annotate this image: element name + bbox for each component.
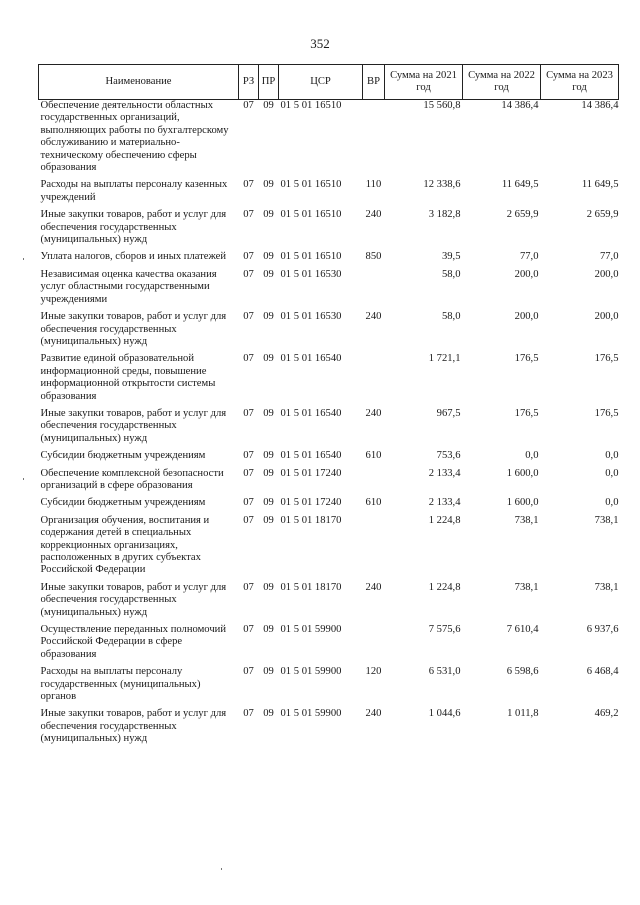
cell-sum-2022: 0,0 xyxy=(525,450,539,462)
cell-vr xyxy=(363,264,385,306)
table-header-row xyxy=(39,65,619,100)
cell-sum-2021: 1 224,8 xyxy=(428,514,461,526)
table-row xyxy=(39,264,619,306)
cell-sum-2023: 2 659,9 xyxy=(586,209,619,221)
cell-sum-2022: 77,0 xyxy=(519,251,539,263)
cell-sum-2023: 0,0 xyxy=(605,450,619,462)
table-row xyxy=(39,510,619,577)
cell-rz: 07 xyxy=(243,666,254,678)
cell-csr: 01 5 01 16540 xyxy=(280,353,342,365)
cell-pr: 09 xyxy=(263,209,274,221)
cell-name: Расходы на выплаты персоналу государственных (муниципальных) органов xyxy=(40,666,201,703)
header-pr: ПР xyxy=(259,65,279,100)
cell-name: Обеспечение деятельности областных государственных организаций, выполняющих работы по бухгалтерскому обслуживанию и материально-техническому обеспечению сферы образования xyxy=(40,100,229,174)
budget-table xyxy=(38,64,619,746)
cell-pr: 09 xyxy=(263,666,274,678)
cell-pr: 09 xyxy=(263,179,274,191)
cell-vr: 120 xyxy=(365,666,382,678)
cell-sum-2021: 15 560,8 xyxy=(423,100,461,111)
header-sum-2022: Сумма на 2022 год xyxy=(463,65,541,100)
table-row xyxy=(39,619,619,661)
cell-vr xyxy=(363,619,385,661)
scan-mark xyxy=(23,258,24,260)
cell-rz: 07 xyxy=(243,209,254,221)
header-rz: РЗ xyxy=(239,65,259,100)
cell-sum-2023: 0,0 xyxy=(605,497,619,509)
cell-pr: 09 xyxy=(263,311,274,323)
cell-sum-2021: 753,6 xyxy=(436,450,461,462)
table-row xyxy=(39,703,619,745)
cell-sum-2022: 738,1 xyxy=(514,514,539,526)
cell-vr: 240 xyxy=(365,209,382,221)
cell-sum-2023: 176,5 xyxy=(594,353,619,365)
cell-csr: 01 5 01 16530 xyxy=(280,311,342,323)
cell-rz: 07 xyxy=(243,179,254,191)
cell-sum-2023: 77,0 xyxy=(599,251,619,263)
cell-vr xyxy=(363,510,385,577)
cell-sum-2021: 1 721,1 xyxy=(428,353,461,365)
cell-vr: 240 xyxy=(365,708,382,720)
cell-sum-2022: 1 600,0 xyxy=(506,467,539,479)
cell-name: Субсидии бюджетным учреждениям xyxy=(40,450,206,462)
cell-rz: 07 xyxy=(243,497,254,509)
scan-mark xyxy=(221,868,222,870)
cell-sum-2021: 2 133,4 xyxy=(428,467,461,479)
cell-pr: 09 xyxy=(263,353,274,365)
header-sum-2021: Сумма на 2021 год xyxy=(385,65,463,100)
cell-name: Субсидии бюджетным учреждениям xyxy=(40,497,206,509)
cell-pr: 09 xyxy=(263,251,274,263)
header-sum-2023: Сумма на 2023 год xyxy=(541,65,619,100)
cell-sum-2021: 39,5 xyxy=(441,251,461,263)
cell-vr: 240 xyxy=(365,581,382,593)
cell-sum-2022: 11 649,5 xyxy=(501,179,539,191)
cell-csr: 01 5 01 16540 xyxy=(280,450,342,462)
table-row xyxy=(39,661,619,703)
cell-pr: 09 xyxy=(263,450,274,462)
cell-sum-2022: 1 011,8 xyxy=(507,708,539,720)
cell-csr: 01 5 01 16530 xyxy=(280,268,342,280)
cell-csr: 01 5 01 18170 xyxy=(280,581,342,593)
cell-name: Независимая оценка качества оказания услуг областными государственными учреждениями xyxy=(40,268,217,305)
cell-sum-2023: 738,1 xyxy=(594,581,619,593)
cell-sum-2022: 176,5 xyxy=(514,407,539,419)
cell-sum-2023: 6 937,6 xyxy=(586,624,619,636)
cell-sum-2023: 200,0 xyxy=(594,268,619,280)
cell-sum-2022: 6 598,6 xyxy=(506,666,539,678)
cell-sum-2021: 967,5 xyxy=(436,407,461,419)
cell-sum-2022: 738,1 xyxy=(514,581,539,593)
table-row xyxy=(39,445,619,462)
cell-rz: 07 xyxy=(243,624,254,636)
cell-sum-2022: 7 610,4 xyxy=(506,624,539,636)
cell-rz: 07 xyxy=(243,251,254,263)
table-row xyxy=(39,463,619,493)
cell-sum-2021: 1 044,6 xyxy=(428,708,461,720)
cell-name: Иные закупки товаров, работ и услуг для обеспечения государственных (муниципальных) нужд xyxy=(40,209,227,246)
cell-rz: 07 xyxy=(243,514,254,526)
cell-sum-2021: 3 182,8 xyxy=(428,209,461,221)
cell-csr: 01 5 01 59900 xyxy=(280,666,342,678)
cell-pr: 09 xyxy=(263,624,274,636)
cell-sum-2023: 738,1 xyxy=(594,514,619,526)
cell-csr: 01 5 01 16510 xyxy=(280,209,342,221)
cell-sum-2023: 200,0 xyxy=(594,311,619,323)
cell-csr: 01 5 01 18170 xyxy=(280,514,342,526)
table-row xyxy=(39,348,619,403)
cell-csr: 01 5 01 17240 xyxy=(280,467,342,479)
cell-sum-2022: 176,5 xyxy=(514,353,539,365)
page-number: 352 xyxy=(310,36,330,51)
cell-csr: 01 5 01 59900 xyxy=(280,624,342,636)
cell-vr: 240 xyxy=(365,311,382,323)
cell-csr: 01 5 01 16510 xyxy=(280,100,342,111)
cell-csr: 01 5 01 59900 xyxy=(280,708,342,720)
cell-rz: 07 xyxy=(243,708,254,720)
cell-csr: 01 5 01 16510 xyxy=(280,251,342,263)
cell-sum-2023: 14 386,4 xyxy=(581,100,619,111)
cell-rz: 07 xyxy=(243,581,254,593)
cell-name: Иные закупки товаров, работ и услуг для обеспечения государственных (муниципальных) нужд xyxy=(40,581,227,618)
header-vr: ВР xyxy=(363,65,385,100)
cell-sum-2023: 0,0 xyxy=(605,467,619,479)
cell-rz: 07 xyxy=(243,311,254,323)
cell-vr: 110 xyxy=(365,179,382,191)
table-row xyxy=(39,204,619,246)
cell-vr xyxy=(363,348,385,403)
cell-rz: 07 xyxy=(243,467,254,479)
scan-mark xyxy=(23,478,24,480)
cell-name: Расходы на выплаты персоналу казенных учреждений xyxy=(40,179,228,203)
table-row xyxy=(39,100,619,175)
cell-rz: 07 xyxy=(243,353,254,365)
cell-rz: 07 xyxy=(243,450,254,462)
cell-name: Уплата налогов, сборов и иных платежей xyxy=(40,251,227,263)
cell-sum-2022: 2 659,9 xyxy=(506,209,539,221)
cell-pr: 09 xyxy=(263,514,274,526)
cell-pr: 09 xyxy=(263,407,274,419)
cell-rz: 07 xyxy=(243,407,254,419)
cell-sum-2022: 200,0 xyxy=(514,268,539,280)
cell-sum-2023: 6 468,4 xyxy=(586,666,619,678)
cell-sum-2023: 176,5 xyxy=(594,407,619,419)
cell-sum-2021: 2 133,4 xyxy=(428,497,461,509)
table-row xyxy=(39,577,619,619)
table-row xyxy=(39,174,619,204)
cell-name: Развитие единой образовательной информационной среды, повышение информационной открытости системы образования xyxy=(40,353,216,402)
cell-pr: 09 xyxy=(263,708,274,720)
cell-csr: 01 5 01 17240 xyxy=(280,497,342,509)
cell-sum-2022: 200,0 xyxy=(514,311,539,323)
cell-vr xyxy=(363,100,385,175)
cell-pr: 09 xyxy=(263,467,274,479)
cell-sum-2021: 7 575,6 xyxy=(428,624,461,636)
cell-pr: 09 xyxy=(263,581,274,593)
cell-vr xyxy=(363,463,385,493)
table-row xyxy=(39,246,619,263)
header-name: Наименование xyxy=(39,65,239,100)
cell-name: Осуществление переданных полномочий Российской Федерации в сфере образования xyxy=(40,624,226,660)
cell-sum-2021: 58,0 xyxy=(441,311,461,323)
table-row xyxy=(39,306,619,348)
cell-name: Организация обучения, воспитания и содержания детей в специальных коррекционных организациях, расположенных в других субъектах Российской Федерации xyxy=(40,514,210,576)
cell-pr: 09 xyxy=(263,268,274,280)
cell-csr: 01 5 01 16540 xyxy=(280,407,342,419)
cell-sum-2021: 6 531,0 xyxy=(428,666,461,678)
cell-rz: 07 xyxy=(243,100,254,111)
cell-sum-2021: 12 338,6 xyxy=(423,179,461,191)
header-csr: ЦСР xyxy=(279,65,363,100)
cell-vr: 240 xyxy=(365,407,382,419)
cell-name: Иные закупки товаров, работ и услуг для обеспечения государственных (муниципальных) нужд xyxy=(40,407,227,444)
table-row xyxy=(39,492,619,509)
cell-name: Обеспечение комплексной безопасности организаций в сфере образования xyxy=(40,467,224,491)
cell-sum-2022: 1 600,0 xyxy=(506,497,539,509)
cell-vr: 610 xyxy=(365,497,382,509)
table-row xyxy=(39,403,619,445)
cell-name: Иные закупки товаров, работ и услуг для обеспечения государственных (муниципальных) нужд xyxy=(40,708,227,745)
table-body xyxy=(39,100,619,746)
cell-sum-2022: 14 386,4 xyxy=(501,100,539,111)
cell-sum-2023: 11 649,5 xyxy=(581,179,619,191)
cell-pr: 09 xyxy=(263,100,274,111)
cell-vr: 850 xyxy=(365,251,382,263)
cell-rz: 07 xyxy=(243,268,254,280)
cell-sum-2023: 469,2 xyxy=(594,708,619,720)
cell-vr: 610 xyxy=(365,450,382,462)
cell-sum-2021: 1 224,8 xyxy=(428,581,461,593)
cell-pr: 09 xyxy=(263,497,274,509)
cell-csr: 01 5 01 16510 xyxy=(280,179,342,191)
cell-name: Иные закупки товаров, работ и услуг для обеспечения государственных (муниципальных) нужд xyxy=(40,311,227,347)
cell-sum-2021: 58,0 xyxy=(441,268,461,280)
